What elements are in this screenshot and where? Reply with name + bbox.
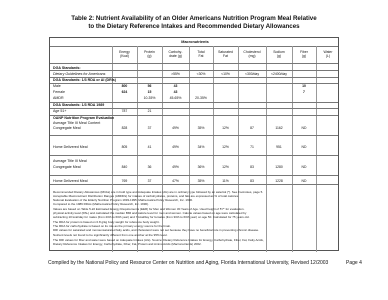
table-cell: 787 [121,109,128,113]
row-label-dietary-guidelines: Dietary Guidelines for Americans [53,72,106,76]
footnote-8: DRI values for saturated and monounsaturated fatty acids, and cholesterol were not set because they have no beneficial role in preventing chronic disease. [53,228,259,232]
divider [50,135,338,136]
table-cell: 43 [173,84,178,88]
table-cell: 83 [250,179,254,183]
footnote-10-cont: Dietary Reference Intakes for Energy, Carbohydrate, Fiber, Fat, Protein and Amino Acids (Macronutrients) 2002. [53,242,202,246]
footnote-6: The RDA for protein is based on 0.8 g/kg body weight for reference body weight. [53,220,160,224]
row-label-avg-meal-2: Average Title III Meal [53,159,87,163]
table-cell: 41 [147,145,152,149]
page-footer: Compiled by the National Policy and Resource Center on Nutrition and Aging, Florida International University, Revised 12/2003 [48,260,329,266]
table-cell: 71 [250,145,254,149]
footnote-9: Nutrient levels not found to be significantly different from one another at the 95% level. [53,233,168,237]
table-cell: 800 [121,84,128,88]
table-cell: <300/day [244,72,260,76]
table-cell: 1280 [275,165,283,169]
table-cell: 10 [302,84,306,88]
table-cell: 1228 [275,179,283,183]
table-cell: 12% [222,145,229,149]
table-cell: 12% [222,126,229,130]
row-label-home-delivered: Home Delivered Meal [53,145,88,149]
table-cell: 49% [172,145,179,149]
row-label-rda-1989: DGA Standards: 1/3 RDA 1989 [53,103,105,107]
footnote-5-cont: physical activity level (PAL) and calculated the median BMI and calorie level for men and women. Calorie values based on age were calculated by [53,211,247,215]
table-cell: 11% [222,179,229,183]
table-cell: ND [301,145,307,149]
col-header-saturated-fat: Saturated Fat [218,50,233,58]
footnote-3: National Evaluation of the Elderly Nutrition Program 1993-1995. Mathematica Policy Research, Inc. 1996. [53,198,193,202]
row-label-congregate-2: Congregate Meal [53,165,81,169]
table-cell: 37 [147,179,152,183]
section-header-macronutrients: Macronutrients [181,40,209,44]
table-cell: 37 [147,126,152,130]
table-cell: 7 [303,90,305,94]
table-cell: 15 [147,90,152,94]
table-cell: 36 [147,165,152,169]
table-cell: 35% [197,126,205,130]
table-cell: 624 [121,90,128,94]
row-label-dga-rda: DGA Standards: 1/3 RDA or AI (DRIs) [53,78,116,82]
row-label-home-delivered-2: Home Delivered Meal [53,179,88,183]
row-label-female: Female [53,90,65,94]
table-cell: 951 [276,145,282,149]
table-cell: 20-35% [195,96,207,100]
footnote-4: Compared to the 1989 RDAs (Mathematica Policy Research, Inc. 1996). [53,202,149,206]
row-label-age: Age 51+ [53,109,67,113]
footnote-2: Acceptable Macronutrient Distribution Ranges (AMDRs) for intakes of carbohydrates, proteins, and fats are expressed as % of total calories. [53,194,239,198]
nutrient-table [49,37,339,251]
table-cell: <2400/day [271,72,287,76]
table-cell: 840 [121,165,128,169]
table-cell: 805 [121,145,128,149]
row-label-amdr: AMDR [53,96,64,100]
row-label-congregate: Congregate Meal [53,126,81,130]
divider [50,108,338,109]
table-title-line-2: to the Dietary Reference Intakes and Recommended Dietary Allowances [88,23,300,30]
footnote-5-cont2: subtracting 10 kcal/day for males (from 20th to 60th year) and 7 kcal/day for females (from 30th to 60th year) on age 50. Calculated for 75 years old. [53,215,250,219]
divider [50,46,338,47]
table-cell: 49% [172,165,179,169]
col-header-water: Water (L) [323,50,333,58]
table-title-line-1: Table 2: Nutrient Availability of an Older Americans Nutrition Program Meal Relative [71,15,317,22]
table-cell: 83 [250,165,254,169]
table-cell: 1162 [275,126,283,130]
footnote-5: Values are based on Table 5-22 Estimated Energy Requirements (EER) for Men and Women 30 Years of Age. Used height of 5'7" for evaluation. [53,207,245,211]
table-cell: 43 [173,90,178,94]
col-header-sodium: Sodium (g) [273,50,285,58]
table-cell: 45-65% [169,96,182,100]
col-header-fiber: Fiber (g) [300,50,308,58]
divider [50,63,338,64]
table-cell: 47% [172,179,179,183]
col-header-protein: Protein (g) [144,50,155,58]
table-cell: <30% [196,72,206,76]
col-header-cholesterol: Cholesterol (mg) [243,50,261,58]
table-cell: 87 [250,126,254,130]
table-cell: >55% [171,72,180,76]
divider [50,155,338,156]
table-cell: 49% [172,126,179,130]
table-cell: <10% [221,72,230,76]
table-cell: 34% [197,145,205,149]
row-label-male: Male [53,84,61,88]
table-cell: 12% [222,165,229,169]
col-header-total-fat: Total Fat [197,50,205,58]
table-cell: 10-35% [143,96,156,100]
table-cell: 56 [147,84,152,88]
row-label-oanp-eval: OANP Nutrition Program Evaluation [53,116,115,120]
table-cell: ND [301,126,307,130]
table-cell: 21 [147,109,152,113]
table-cell: 35% [197,179,205,183]
divider [50,175,338,176]
divider [50,184,338,185]
table-cell: ND [301,165,307,169]
footnote-1: Recommended Dietary Allowances (RDAs) are in bold type and Adequate Intakes (AIs) are in ordinary type followed by an asterisk (*). See Footnotes, page 5. [53,190,264,194]
footnote-10: The DRI values for fiber and water were based on Adequate Intakes (AIs). Source: Dietary Reference Intakes for Energy, Carbohydrate, Fiber, Fat, Fatty Acids, [53,238,264,242]
col-header-carbohydrate: Carbohy- drate (g) [168,50,183,58]
table-cell: 36% [197,165,205,169]
row-label-dga-standards: DGA Standards: [53,66,81,70]
col-header-energy: Energy (Kcal) [119,50,130,58]
divider [50,70,338,71]
table-cell: 828 [121,126,128,130]
page-number: Page 4 [346,260,362,266]
table-cell: ND [301,179,307,183]
footnote-7: The RDA for carbohydrate is based on its role as the primary energy source for the brain. [53,224,172,228]
row-label-avg-meal: Average Title III Meal Content [53,121,101,125]
table-cell: 769 [121,179,128,183]
